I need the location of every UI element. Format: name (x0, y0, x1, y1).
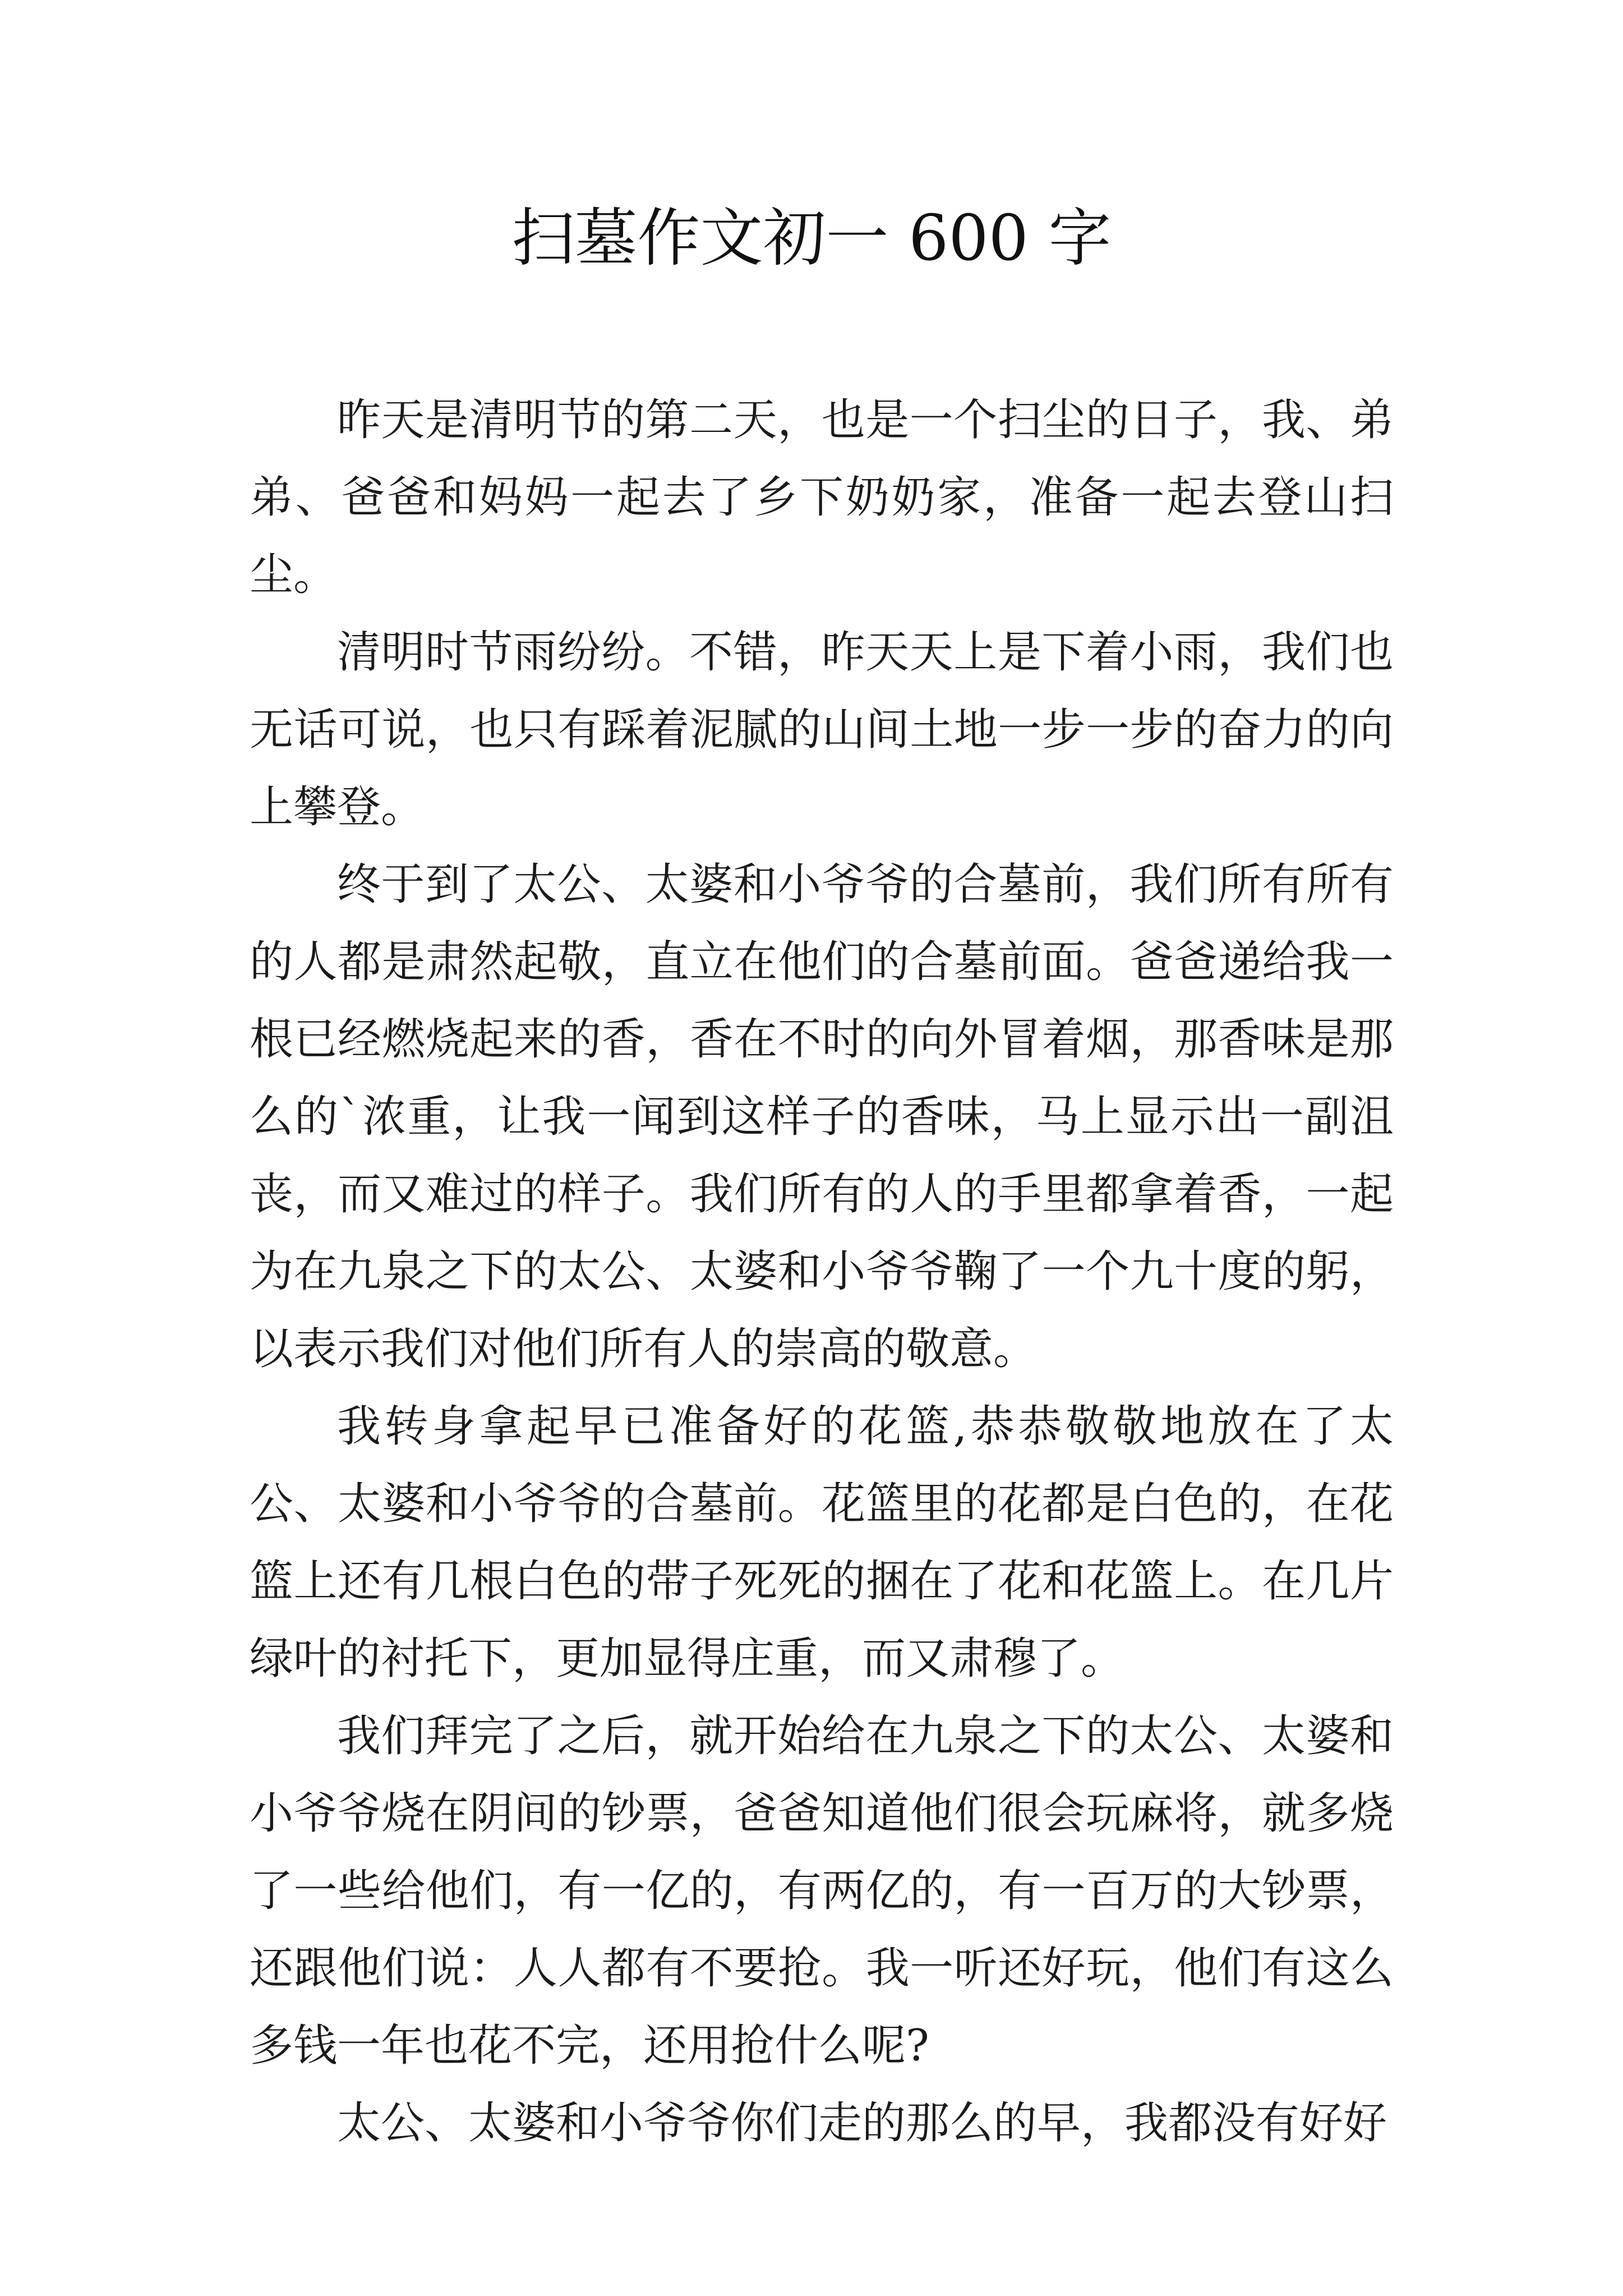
paragraph-1: 昨天是清明节的第二天，也是一个扫尘的日子，我、弟弟、爸爸和妈妈一起去了乡下奶奶家，准备一起去登山扫尘。 (250, 395, 1394, 600)
paragraph-5: 我们拜完了之后，就开始给在九泉之下的太公、太婆和小爷爷烧在阴间的钞票，爸爸知道他们很会玩麻将，就多烧了一些给他们，有一亿的，有两亿的，有一百万的大钞票，还跟他们说：人人都有不要抢。我一听还好玩，他们有这么多钱一年也花不完，还用抢什么呢? (250, 1711, 1394, 2071)
paragraph-3: 终于到了太公、太婆和小爷爷的合墓前，我们所有所有的人都是肃然起敬，直立在他们的合墓前面。爸爸递给我一根已经燃烧起来的香，香在不时的向外冒着烟，那香味是那么的`浓重，让我一闻到这样子的香味，马上显示出一副沮丧，而又难过的样子。我们所有的人的手里都拿着香，一起为在九泉之下的太公、太婆和小爷爷鞠了一个九十度的躬，以表示我们对他们所有人的崇高的敬意。 (250, 859, 1394, 1374)
paragraph-4: 我转身拿起早已准备好的花篮,恭恭敬敬地放在了太公、太婆和小爷爷的合墓前。花篮里的花都是白色的，在花篮上还有几根白色的带子死死的捆在了花和花篮上。在几片绿叶的衬托下，更加显得庄重，而又肃穆了。 (250, 1401, 1394, 1684)
document-body (250, 381, 1394, 2162)
paragraph-2: 清明时节雨纷纷。不错，昨天天上是下着小雨，我们也无话可说，也只有踩着泥腻的山间土地一步一步的奋力的向上攀登。 (250, 627, 1394, 832)
paragraph-6: 太公、太婆和小爷爷你们走的那么的早，我都没有好好 (337, 2098, 1387, 2148)
document-title: 扫墓作文初一 600 字 (511, 202, 1112, 275)
